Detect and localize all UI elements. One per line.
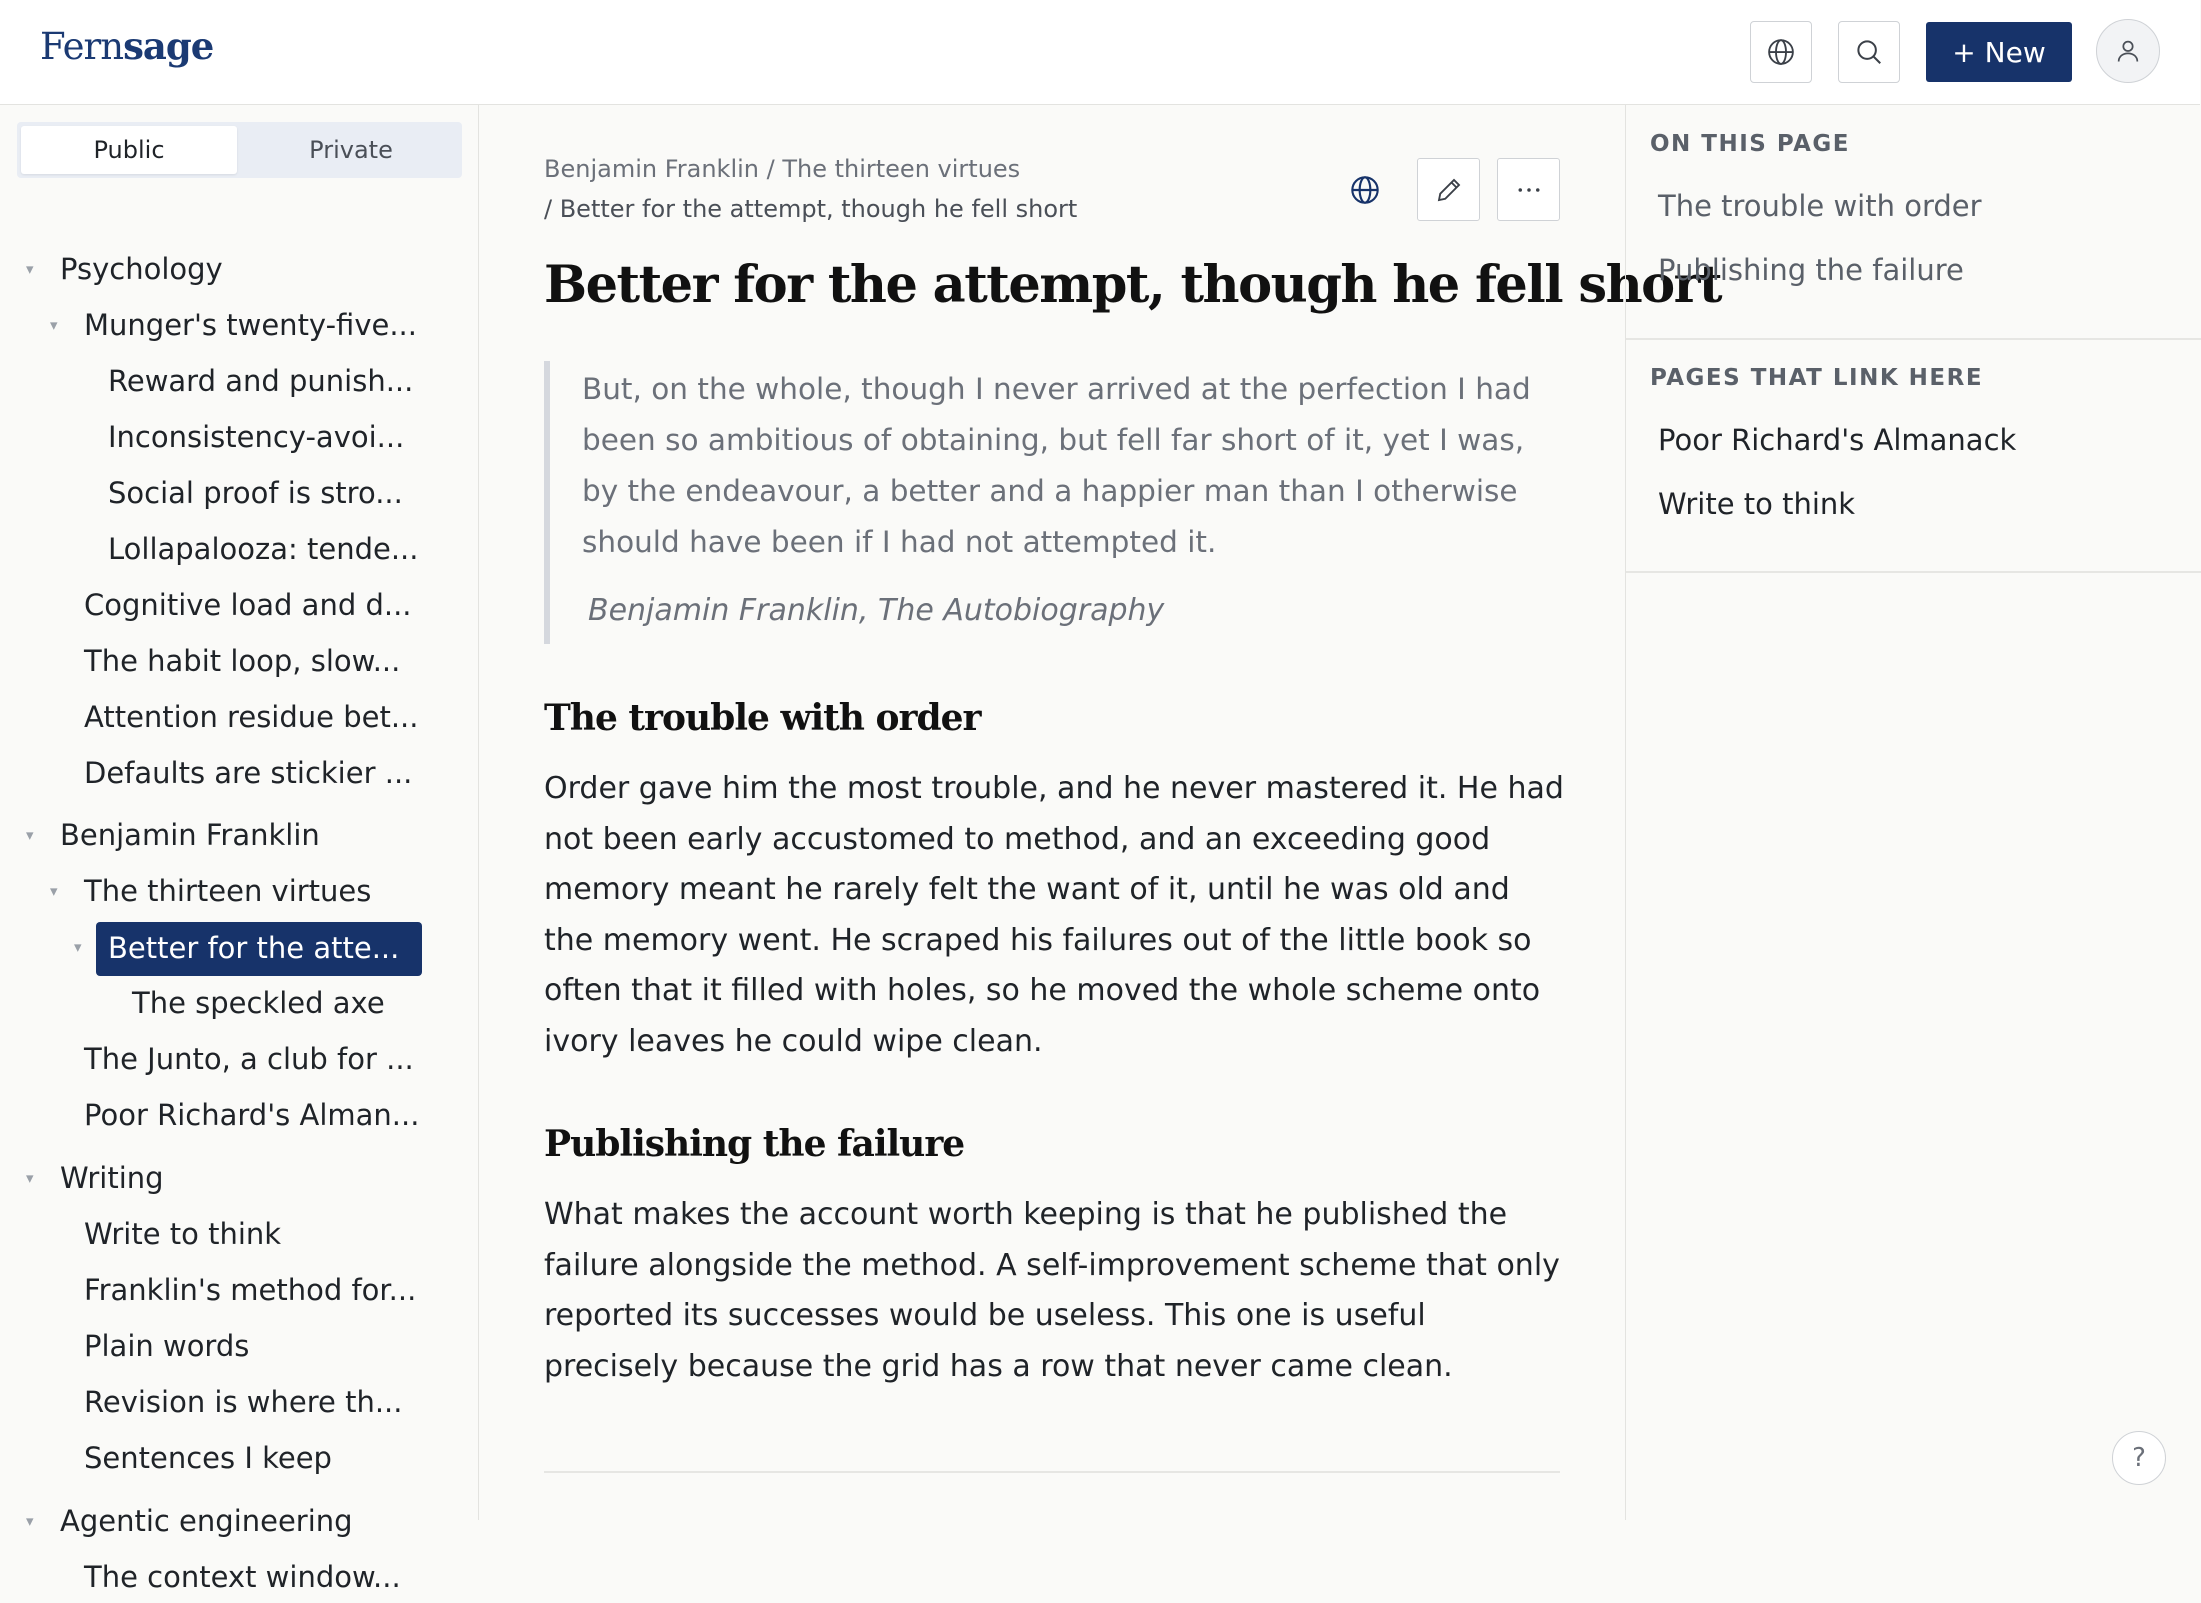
toc-heading: ON THIS PAGE (1650, 131, 1851, 157)
sidebar-tree-item[interactable]: Revision is where th... (84, 1385, 403, 1419)
globe-icon (1766, 37, 1796, 67)
sidebar-tree-item[interactable]: Benjamin Franklin (60, 818, 320, 852)
expand-caret-icon[interactable]: ▾ (50, 316, 58, 334)
help-icon: ? (2132, 1443, 2146, 1473)
publish-status-button[interactable] (1348, 173, 1382, 207)
logo-text-part2: sage (123, 24, 214, 68)
divider (544, 1471, 1560, 1473)
divider (1626, 571, 2201, 573)
expand-caret-icon[interactable]: ▾ (26, 1512, 34, 1530)
sidebar-tree-item[interactable]: Better for the atte... (96, 922, 422, 976)
sidebar (0, 105, 479, 1594)
sidebar-tree-item[interactable]: Attention residue bet... (84, 700, 419, 734)
divider (1626, 338, 2201, 340)
search-button[interactable] (1838, 21, 1900, 83)
expand-caret-icon[interactable]: ▾ (50, 882, 58, 900)
sidebar-tree-item[interactable]: Social proof is stro... (108, 476, 403, 510)
sidebar-tree-item[interactable]: The context window... (84, 1560, 401, 1594)
expand-caret-icon[interactable]: ▾ (74, 938, 82, 956)
help-button[interactable] (2112, 1431, 2166, 1485)
new-page-button[interactable] (1926, 22, 2072, 82)
expand-caret-icon[interactable]: ▾ (26, 826, 34, 844)
sidebar-tree-item[interactable]: The thirteen virtues (84, 874, 372, 908)
sidebar-tree-item[interactable]: Psychology (60, 252, 223, 286)
expand-caret-icon[interactable]: ▾ (26, 1169, 34, 1187)
pencil-icon (1434, 175, 1464, 205)
sidebar-tree-item[interactable]: Munger's twenty-five... (84, 308, 417, 342)
section-body-order: Order gave him the most trouble, and he never mastered it. He had not been early accustomed to method, and an exceeding good memory meant he rarely felt the want of it, until he was old and the memory went. He scraped his failures out of the little book so often that it filled with holes, so he moved the whole scheme onto ivory leaves he could wipe clean. (544, 771, 1564, 1059)
backlink-poor-richards-almanack[interactable]: Poor Richard's Almanack (1658, 423, 2017, 457)
sidebar-tree-item[interactable]: Plain words (84, 1329, 250, 1363)
blockquote (544, 361, 1554, 644)
sidebar-tree-item[interactable]: Agentic engineering (60, 1504, 353, 1538)
more-icon (1514, 175, 1544, 205)
page-title: Better for the attempt, though he fell short (544, 255, 1722, 315)
sidebar-tree-item[interactable]: The speckled axe (132, 986, 385, 1020)
sidebar-tree-item[interactable]: The Junto, a club for ... (84, 1042, 414, 1076)
backlinks-heading: PAGES THAT LINK HERE (1650, 365, 1984, 391)
sidebar-tree-item[interactable]: Defaults are stickier ... (84, 756, 413, 790)
sidebar-tree-item[interactable]: Franklin's method for... (84, 1273, 417, 1307)
section-body-publishing: What makes the account worth keeping is that he published the failure alongside the method. A self-improvement scheme that only reported its successes would be useless. This one is useful precisely because the grid has a row that never came clean. (544, 1197, 1560, 1384)
globe-icon (1349, 174, 1381, 206)
visibility-toggle (17, 122, 462, 178)
section-heading-order: The trouble with order (544, 697, 981, 739)
user-avatar-button[interactable] (2096, 19, 2160, 83)
sidebar-tree-item[interactable]: Cognitive load and d... (84, 588, 412, 622)
user-icon (2114, 37, 2142, 65)
top-bar (0, 0, 2200, 105)
logo-text-part1: Fern (40, 25, 124, 68)
sidebar-tree-item[interactable]: Sentences I keep (84, 1441, 332, 1475)
sidebar-tree-item[interactable]: Writing (60, 1161, 164, 1195)
toc-link-publishing-the-failure[interactable]: Publishing the failure (1658, 253, 1964, 287)
quote-text: But, on the whole, though I never arrived at the perfection I had been so ambitious of obtaining, but fell far short of it, yet I was, by the endeavour, a better and a happier man than I otherwise should have been if I had not attempted it. (582, 372, 1531, 559)
quote-citation: Benjamin Franklin, The Autobiography (588, 593, 1165, 628)
expand-caret-icon[interactable]: ▾ (26, 260, 34, 278)
toc-link-trouble-with-order[interactable]: The trouble with order (1658, 189, 1982, 223)
search-icon (1854, 37, 1884, 67)
sidebar-tree-item[interactable]: Poor Richard's Alman... (84, 1098, 420, 1132)
tab-public[interactable]: Public (21, 126, 237, 174)
main-content (480, 105, 1722, 1520)
breadcrumb-current: / Better for the attempt, though he fell short (544, 195, 1078, 223)
sidebar-tree-item[interactable]: Inconsistency-avoi... (108, 420, 405, 454)
edit-button[interactable] (1417, 158, 1480, 221)
section-heading-publishing: Publishing the failure (544, 1123, 965, 1165)
sidebar-tree-item[interactable]: The habit loop, slow... (84, 644, 401, 678)
backlink-write-to-think[interactable]: Write to think (1658, 487, 1856, 521)
sidebar-tree-item[interactable]: Reward and punish... (108, 364, 414, 398)
right-panel (1625, 105, 2200, 1520)
breadcrumb-parent[interactable]: Benjamin Franklin / The thirteen virtues (544, 155, 1021, 183)
tab-private[interactable]: Private (309, 136, 393, 164)
more-options-button[interactable] (1497, 158, 1560, 221)
app-logo[interactable] (40, 24, 213, 68)
sidebar-tree-item[interactable]: Lollapalooza: tende... (108, 532, 419, 566)
sidebar-tree-item[interactable]: Write to think (84, 1217, 282, 1251)
new-button-label: + New (1952, 35, 2046, 69)
language-button[interactable] (1750, 21, 1812, 83)
